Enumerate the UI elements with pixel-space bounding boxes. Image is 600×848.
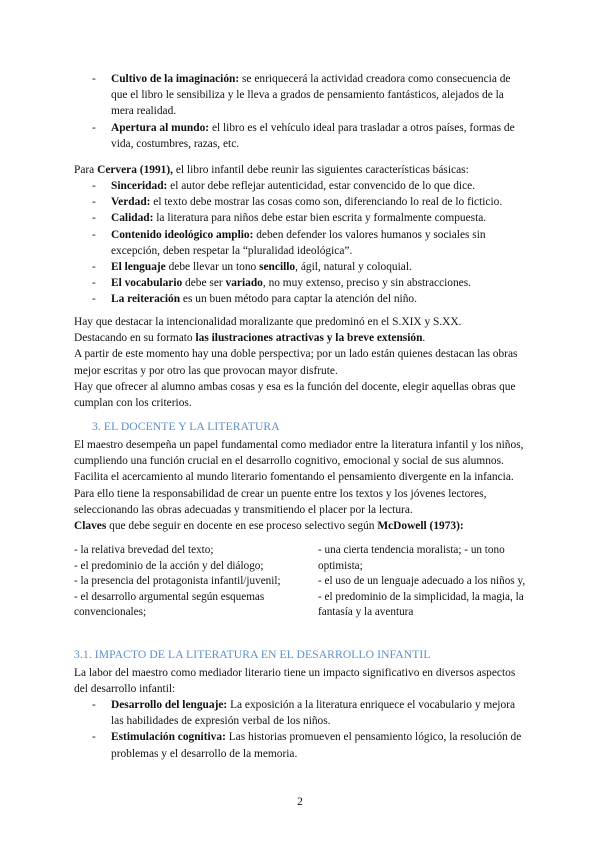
cervera-list [92,178,522,308]
criteria-item: - una cierta tendencia moralista; - un tono optimista; [318,544,505,572]
list-item: - Cultivo de la imaginación: se enriquecerá la actividad creadora como consecuencia de que el libro le sensibiliza y le lleva a grados de pensamiento fantásticos, alejados de la mera realidad. [92,71,522,120]
section-heading: 3. EL DOCENTE Y LA LITERATURA [92,420,280,433]
impact-paragraph: La labor del maestro como mediador literario tiene un impacto significativo en diversos aspectos del desarrollo infantil: [74,667,516,696]
subsection-heading: 3.1. IMPACTO DE LA LITERATURA EN EL DESARROLLO INFANTIL [74,648,431,661]
list-item: - La reiteración es un buen método para captar la atención del niño. [92,291,522,307]
list-item: - Contenido ideológico amplio: deben defender los valores humanos y sociales sin excepción, deben respetar la “pluralidad ideológica”. [92,227,522,259]
criteria-item: - el predominio de la simplicidad, la magia, la fantasía y la aventura [318,590,524,619]
list-item: - Sinceridad: el autor debe reflejar autenticidad, estar convencido de lo que dice. [92,178,522,194]
list-item: - Calidad: la literatura para niños debe estar bien escrita y formalmente compuesta. [92,210,522,226]
cervera-intro: Para Cervera (1991), el libro infantil debe reunir las siguientes características básicas: [74,164,469,176]
list-item: - Desarrollo del lenguaje: La exposición a la literatura enriquece el vocabulario y mejora las habilidades de expresión verbal de los niños. [92,697,522,729]
moral-paragraph: Hay que destacar la intencionalidad moralizante que predominó en el S.XIX y S.XX. Destacando en su formato las ilustraciones atractivas y la breve extensión. A partir de este momento hay una doble perspectiva; por un lado están quienes destacan las obras mejor escritas y por otro las que provocan mayor disfrute. Hay que ofrecer al alumno ambas cosas y esa es la función del docente, elegir aquellas obras que cumplan con los criterios. [74,316,518,410]
criteria-right-column [318,543,532,621]
imagination-list [92,71,522,152]
list-item: - El lenguaje debe llevar un tono sencillo, ágil, natural y coloquial. [92,259,522,275]
impact-list [92,697,522,762]
criteria-item: - la presencia del protagonista infantil/juvenil; [74,575,281,588]
criteria-item: - la relativa brevedad del texto; [74,544,214,556]
criteria-item: - el desarrollo argumental según esquemas convencionales; [74,590,265,619]
criteria-left-column [74,543,302,621]
list-item: - Verdad: el texto debe mostrar las cosas como son, diferenciando lo real de lo ficticio. [92,194,522,210]
criteria-item: - el uso de un lenguaje adecuado a los niños y, [318,575,526,588]
list-item: - Apertura al mundo: el libro es el vehículo ideal para trasladar a otros países, formas de vida, costumbres, razas, etc. [92,120,522,152]
criteria-item: - el predominio de la acción y del diálogo; [74,559,264,572]
list-item: - El vocabulario debe ser variado, no muy extenso, preciso y sin abstracciones. [92,275,522,291]
teacher-paragraph: El maestro desempeña un papel fundamental como mediador entre la literatura infantil y los niños, cumpliendo una función crucial en el desarrollo cognitivo, emocional y social de sus alumnos. Facilita el acercamiento al mundo literario fomentando el pensamiento divergente en la infancia. Para ello tiene la responsabilidad de crear un puente entre los textos y los jóvenes lectores, seleccionando las obras adecuadas y transmitiendo el placer por la lectura. Claves que debe seguir en docente en ese proceso selectivo según McDowell (1973): [74,439,524,533]
page-number: 2 [297,796,303,808]
list-item: - Estimulación cognitiva: Las historias promueven el pensamiento lógico, la resolución de problemas y el desarrollo de la memoria. [92,729,522,761]
